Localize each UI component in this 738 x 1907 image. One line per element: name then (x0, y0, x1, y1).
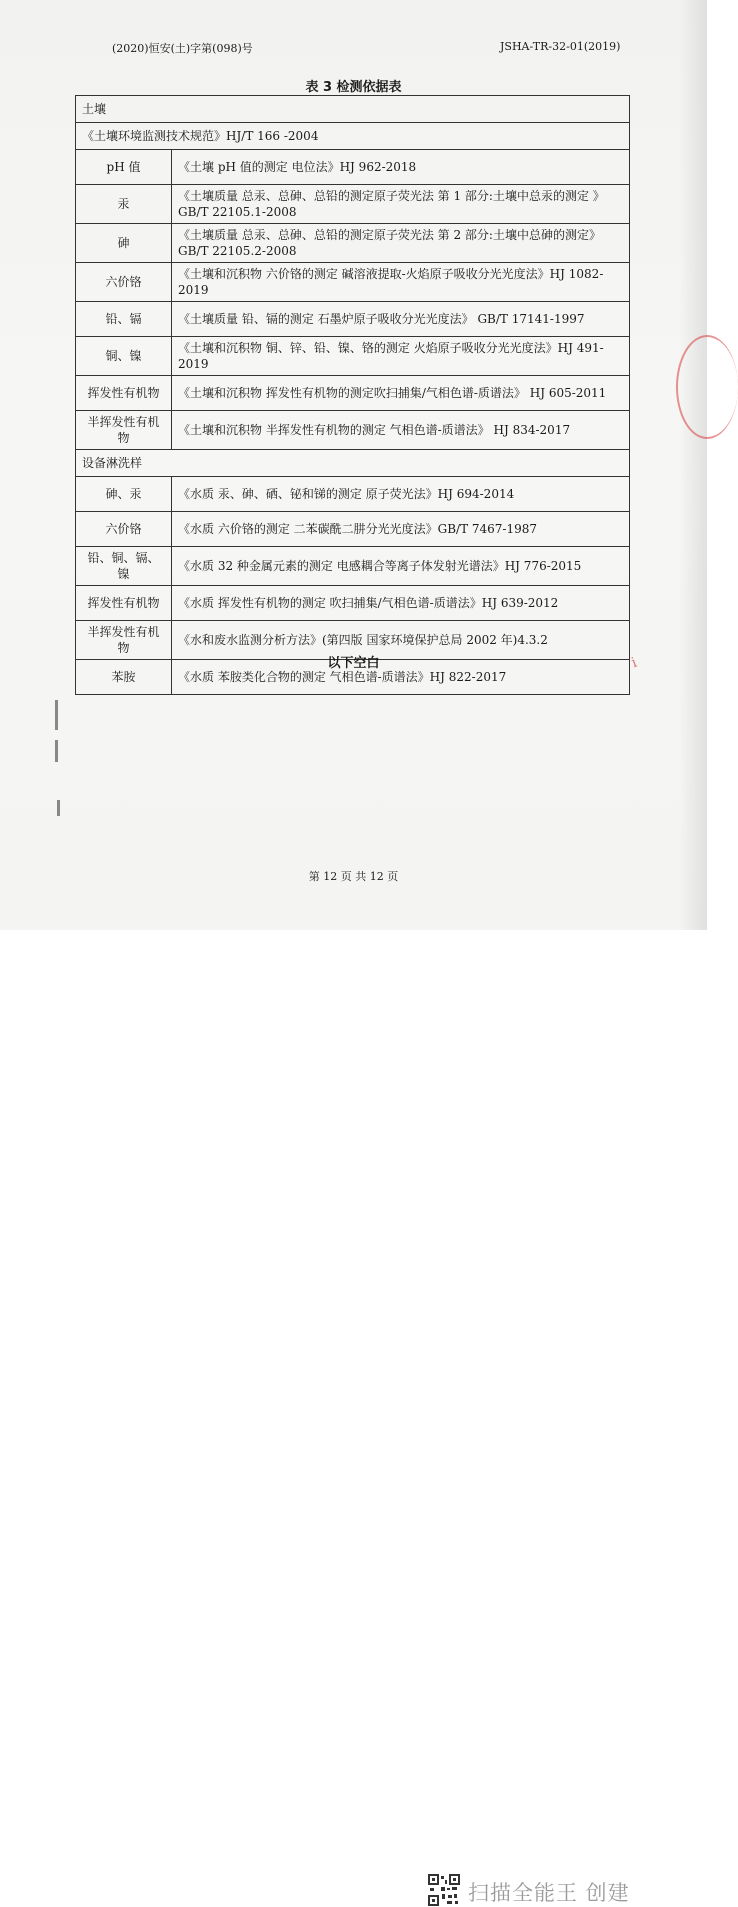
end-note: 以下空白 (327, 656, 380, 671)
table-row (76, 224, 630, 263)
item-cell: 六价铬 (76, 512, 172, 547)
binding-mark (55, 740, 58, 762)
binding-mark (55, 700, 58, 730)
basis-table (75, 95, 630, 695)
method-cell: 《水质 32 种金属元素的测定 电感耦合等离子体发射光谱法》HJ 776-2015 (172, 547, 630, 586)
method-cell: 《土壤 pH 值的测定 电位法》HJ 962-2018 (172, 150, 630, 185)
method-cell: 《土壤质量 铅、镉的测定 石墨炉原子吸收分光光度法》 GB/T 17141-1997 (172, 302, 630, 337)
table-title: 表 3 检测依据表 (305, 80, 402, 95)
watermark-text: 扫描全能王 创建 (468, 1881, 630, 1905)
section-title: 设备淋洗样 (76, 450, 630, 477)
report-code: JSHA-TR-32-01(2019) (500, 40, 621, 53)
table-row (76, 586, 630, 621)
table-row (76, 263, 630, 302)
qr-code-icon (428, 1874, 460, 1906)
general-standard: 《土壤环境监测技术规范》HJ/T 166 -2004 (76, 123, 630, 150)
item-cell: 砷、汞 (76, 477, 172, 512)
item-cell: 挥发性有机物 (76, 376, 172, 411)
table-row (76, 547, 630, 586)
table-row (76, 411, 630, 450)
method-cell: 《土壤和沉积物 半挥发性有机物的测定 气相色谱-质谱法》 HJ 834-2017 (172, 411, 630, 450)
table-row (76, 302, 630, 337)
item-cell: 铅、铜、镉、镍 (76, 547, 172, 586)
table-row (76, 337, 630, 376)
method-cell: 《水和废水监测分析方法》(第四版 国家环境保护总局 2002 年)4.3.2 (172, 621, 630, 660)
method-cell: 《土壤质量 总汞、总砷、总铅的测定原子荧光法 第 2 部分:土壤中总砷的测定》 GB/T 22105.2-2008 (172, 224, 630, 263)
method-cell: 《水质 六价铬的测定 二苯碳酰二肼分光光度法》GB/T 7467-1987 (172, 512, 630, 547)
general-row (76, 123, 630, 150)
page-edge-shadow (679, 0, 707, 1000)
table-row (76, 512, 630, 547)
method-cell: 《水质 挥发性有机物的测定 吹扫捕集/气相色谱-质谱法》HJ 639-2012 (172, 586, 630, 621)
red-seal-mark: ⅰ (629, 654, 640, 672)
scanner-watermark-bar (0, 930, 707, 1905)
item-cell: 铜、镍 (76, 337, 172, 376)
table-row (76, 376, 630, 411)
method-cell: 《土壤和沉积物 铜、锌、铅、镍、铬的测定 火焰原子吸收分光光度法》HJ 491-2019 (172, 337, 630, 376)
doc-number: (2020)恒安(土)字第(098)号 (112, 42, 253, 55)
item-cell: 半挥发性有机物 (76, 621, 172, 660)
item-cell: 半挥发性有机物 (76, 411, 172, 450)
red-seal-edge (676, 335, 738, 439)
item-cell: 挥发性有机物 (76, 586, 172, 621)
table-row (76, 185, 630, 224)
method-cell: 《水质 汞、砷、硒、铋和锑的测定 原子荧光法》HJ 694-2014 (172, 477, 630, 512)
method-cell: 《土壤质量 总汞、总砷、总铅的测定原子荧光法 第 1 部分:土壤中总汞的测定 》GB/T 22105.1-2008 (172, 185, 630, 224)
section-header-row (76, 450, 630, 477)
section-header-row (76, 96, 630, 123)
section-title: 土壤 (76, 96, 630, 123)
table-row (76, 477, 630, 512)
item-cell: 苯胺 (76, 660, 172, 695)
item-cell: 六价铬 (76, 263, 172, 302)
table-row (76, 150, 630, 185)
binding-mark (57, 800, 60, 816)
item-cell: pH 值 (76, 150, 172, 185)
method-cell: 《土壤和沉积物 六价铬的测定 碱溶液提取-火焰原子吸收分光光度法》HJ 1082-2019 (172, 263, 630, 302)
item-cell: 铅、镉 (76, 302, 172, 337)
method-cell: 《水质 苯胺类化合物的测定 气相色谱-质谱法》HJ 822-2017 (172, 660, 630, 695)
page-footer: 第 12 页 共 12 页 (308, 870, 399, 883)
method-cell: 《土壤和沉积物 挥发性有机物的测定吹扫捕集/气相色谱-质谱法》 HJ 605-2011 (172, 376, 630, 411)
item-cell: 砷 (76, 224, 172, 263)
item-cell: 汞 (76, 185, 172, 224)
